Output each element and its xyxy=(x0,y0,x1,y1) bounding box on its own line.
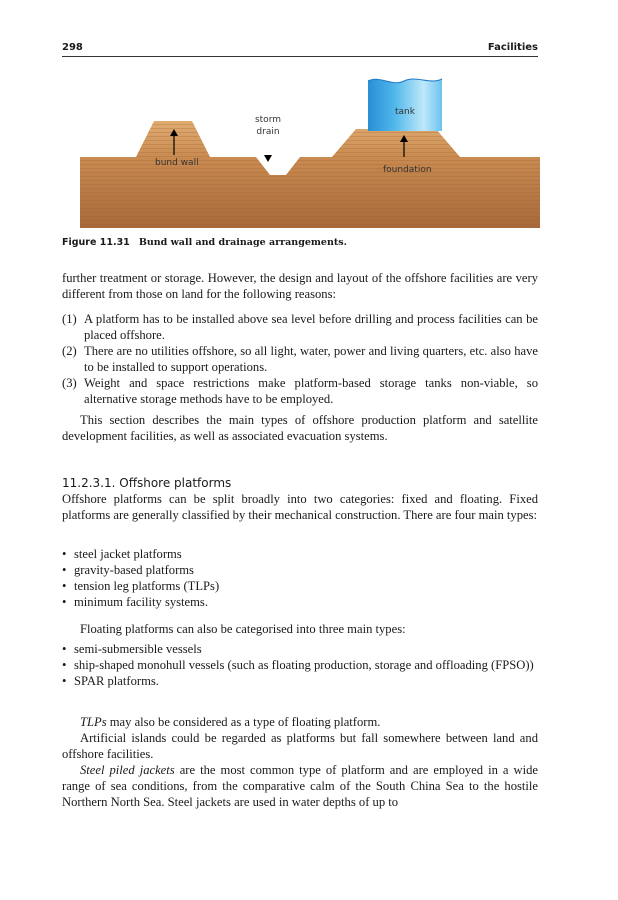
tank-shape xyxy=(368,79,442,131)
section-title: Facilities xyxy=(487,42,538,53)
reason-marker: (3) xyxy=(62,376,77,390)
reason-text: A platform has to be installed above sea level before drilling and process facilities can be placed offshore. xyxy=(84,312,538,342)
label-tank: tank xyxy=(395,107,415,117)
list-item: • gravity-based platforms xyxy=(62,563,194,577)
list-item: • tension leg platforms (TLPs) xyxy=(62,579,220,593)
floating-intro: Floating platforms can also be categorised into three main types: xyxy=(80,622,406,636)
floating-types-list xyxy=(62,641,538,689)
reason-marker: (2) xyxy=(62,344,77,358)
reason-text: There are no utilities offshore, so all light, water, power and living quarters, etc. also have to be installed to support operations. xyxy=(84,344,538,374)
islands-paragraph: Artificial islands could be regarded as platforms but fall somewhere between land and offshore facilities. xyxy=(62,731,538,761)
list-item: • SPAR platforms. xyxy=(62,674,159,688)
reason-item-3 xyxy=(62,375,538,407)
page-number: 298 xyxy=(62,42,83,53)
reason-marker: (1) xyxy=(62,312,77,326)
fixed-types-list xyxy=(62,546,538,610)
list-item: • steel jacket platforms xyxy=(62,547,182,561)
label-bund-wall: bund wall xyxy=(155,158,199,168)
jackets-term: Steel piled jackets xyxy=(80,763,175,777)
label-storm-drain-1: storm xyxy=(254,115,282,125)
tlp-term: TLPs xyxy=(80,715,107,729)
list-item: • minimum facility systems. xyxy=(62,595,208,609)
intro-paragraph: further treatment or storage. However, the design and layout of the offshore facilities are very different from those on land for the following reasons: xyxy=(62,271,538,301)
section-paragraph: This section describes the main types of offshore production platform and satellite development facilities, as well as associated evacuation systems. xyxy=(62,413,538,443)
header-rule xyxy=(62,56,538,57)
reason-item-1 xyxy=(62,311,538,343)
subsection-heading: 11.2.3.1. Offshore platforms xyxy=(62,476,232,490)
bund-wall-diagram xyxy=(80,73,540,231)
reason-text: Weight and space restrictions make platform-based storage tanks non-viable, so alternative storage methods have to be employed. xyxy=(84,376,538,406)
figure-caption xyxy=(62,237,538,248)
reasons-list xyxy=(62,311,538,407)
list-item: • ship-shaped monohull vessels (such as floating production, storage and offloading (FPSO)) xyxy=(62,658,534,672)
platforms-paragraph: Offshore platforms can be split broadly into two categories: fixed and floating. Fixed platforms are generally classified by their mechanical construction. There are four main types: xyxy=(62,492,538,522)
storm-drain-arrow xyxy=(264,155,272,162)
list-item: • semi-submersible vessels xyxy=(62,642,202,656)
jackets-paragraph: Steel piled jackets are the most common type of platform and are employed in a wide range of sea conditions, from the comparative calm of the South China Sea to the hostile Northern North Sea. Steel jackets are used in water depths of up to xyxy=(62,763,538,809)
caption-text: Bund wall and drainage arrangements. xyxy=(138,237,347,248)
label-storm-drain-2: drain xyxy=(256,127,280,137)
caption-number: Figure 11.31 xyxy=(62,237,130,248)
tlp-paragraph: TLPs may also be considered as a type of floating platform. xyxy=(80,715,381,729)
figure-bund-wall xyxy=(80,73,540,231)
reason-item-2 xyxy=(62,343,538,375)
label-foundation: foundation xyxy=(383,165,432,175)
